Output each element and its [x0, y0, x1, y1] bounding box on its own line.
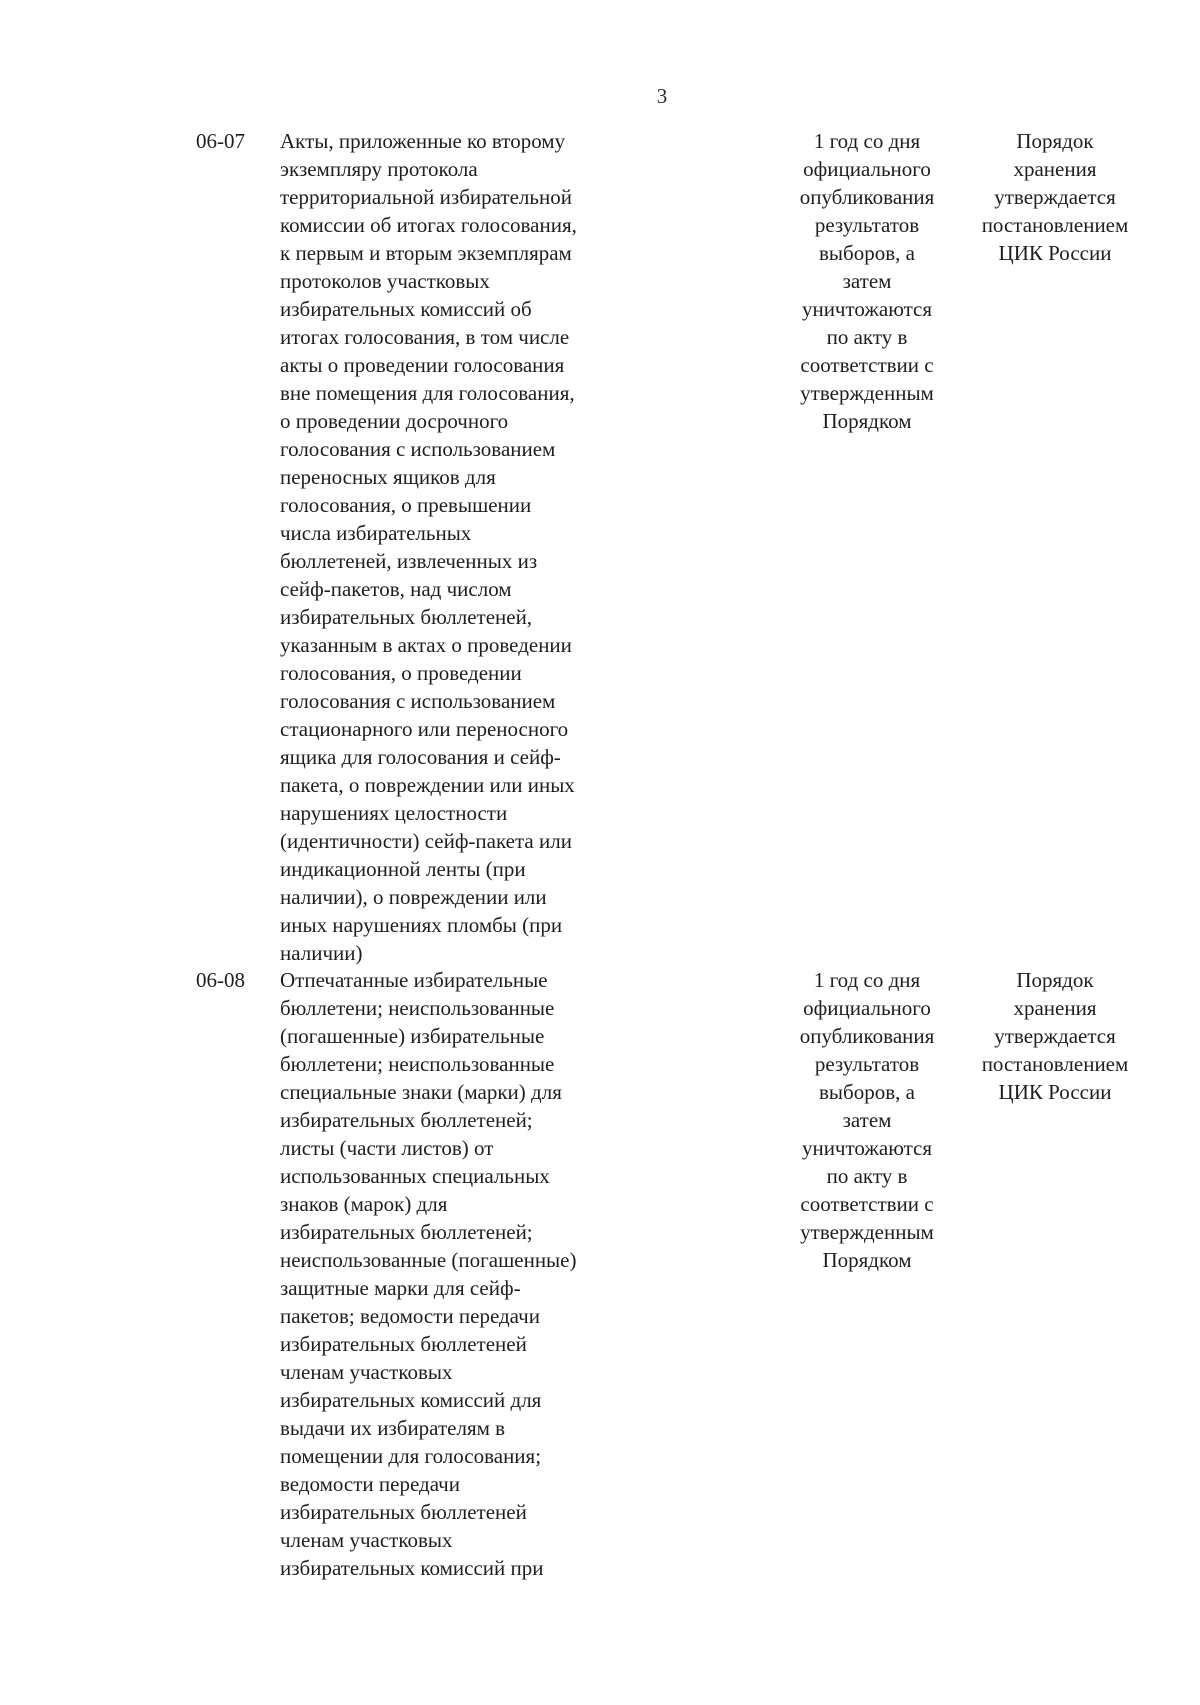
- row-storage-term: 1 год со дня официального опубликования результатов выборов, а затем уничтожаются по акту в соответствии с утвержденным Порядком: [799, 968, 935, 1272]
- row-index: 06-07: [196, 129, 245, 153]
- row-storage-term: 1 год со дня официального опубликования результатов выборов, а затем уничтожаются по акту в соответствии с утвержденным Порядком: [799, 129, 935, 433]
- row-description: Отпечатанные избирательные бюллетени; неиспользованные (погашенные) избирательные бюллетени; неиспользованные специальные знаки (марки) для избирательных бюллетеней; листы (части листов) от использованных специальных знаков (марок) для избирательных бюллетеней; неиспользованные (погашенные) защитные марки для сейф- пакетов; ведомости передачи избирательных бюллетеней членам участковых избирательных комиссий для выдачи их избирателям в помещении для голосования; ведомости передачи избирательных бюллетеней членам участковых избирательных комиссий при: [280, 968, 577, 1580]
- row-note: Порядок хранения утверждается постановлением ЦИК России: [981, 968, 1129, 1104]
- row-index: 06-08: [196, 968, 245, 992]
- row-note: Порядок хранения утверждается постановлением ЦИК России: [981, 129, 1129, 265]
- row-description: Акты, приложенные ко второму экземпляру протокола территориальной избирательной комиссии об итогах голосования, к первым и вторым экземплярам протоколов участковых избирательных комиссий об итогах голосования, в том числе акты о проведении голосования вне помещения для голосования, о проведении досрочного голосования с использованием переносных ящиков для голосования, о превышении числа избирательных бюллетеней, извлеченных из сейф-пакетов, над числом избирательных бюллетеней, указанным в актах о проведении голосования, о проведении голосования с использованием стационарного или переносного ящика для голосования и сейф- пакета, о повреждении или иных нарушениях целостности (идентичности) сейф-пакета или индикационной ленты (при наличии), о повреждении или иных нарушениях пломбы (при наличии): [280, 129, 577, 965]
- page-number: 3: [656, 84, 668, 108]
